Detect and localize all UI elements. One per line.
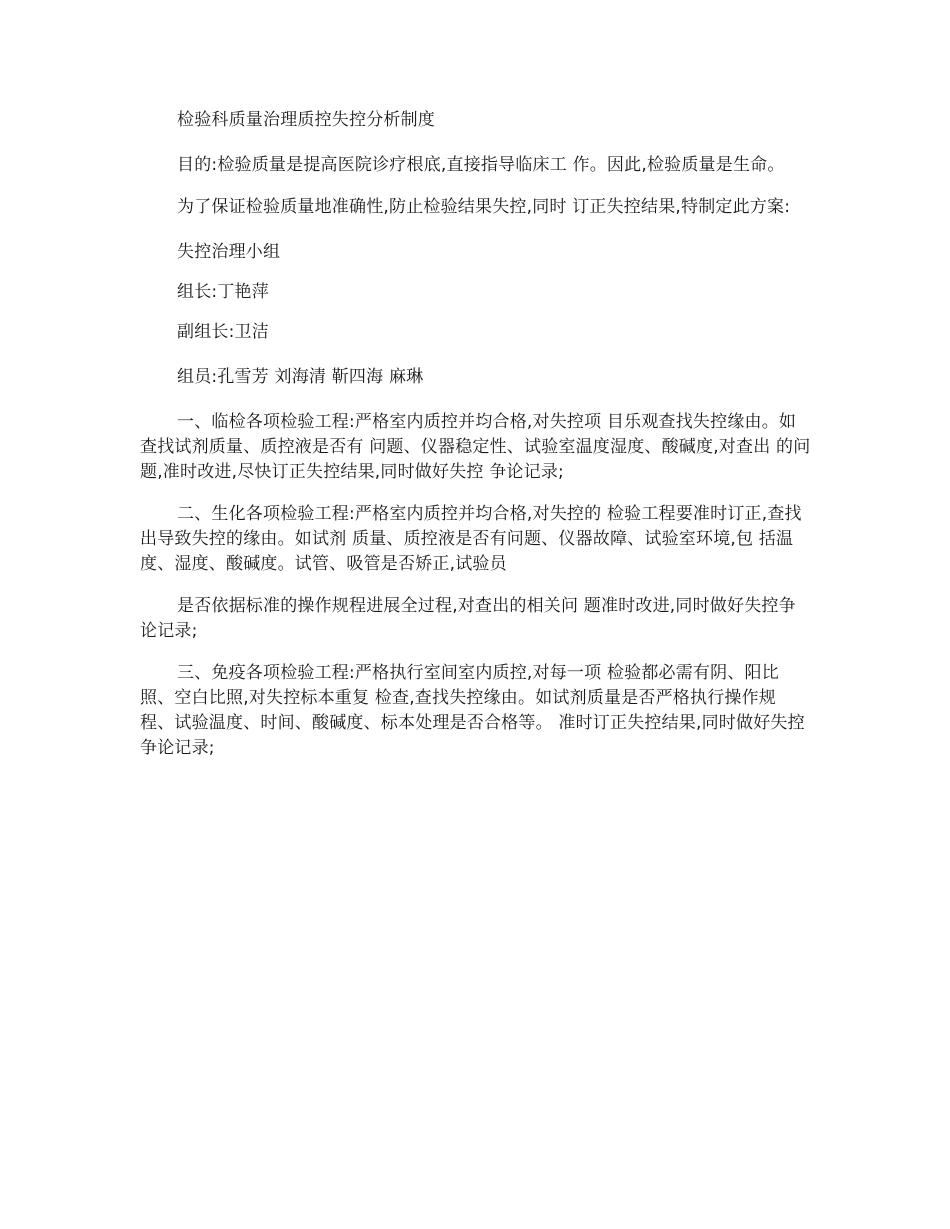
paragraph-section-1: 一、临检各项检验工程:严格室内质控并均合格,对失控项 目乐观查找失控缘由。如查找试剂质量、质控液是否有 问题、仪器稳定性、试验室温度湿度、酸碱度,对查出 的问题,准时改进,尽快订正失控结果,同时做好失控 争论记录; [140,412,811,482]
paragraph-deputy-leader: 副组长:卫洁 [177,322,269,342]
paragraph-section-2: 二、生化各项检验工程:严格室内质控并均合格,对失控的 检验工程要准时订正,查找出导致失控的缘由。如试剂 质量、质控液是否有问题、仪器故障、试验室环境,包 括温度、湿度、酸碱度。试管、吸管是否矫正,试验员 [140,504,802,574]
document-title: 检验科质量治理质控失控分析制度 [177,110,435,130]
paragraph-intent: 为了保证检验质量地准确性,防止检验结果失控,同时 订正失控结果,特制定此方案: [177,197,791,217]
paragraph-group-heading: 失控治理小组 [177,242,281,262]
paragraph-purpose: 目的:检验质量是提高医院诊疗根底,直接指导临床工 作。因此,检验质量是生命。 [177,155,785,175]
paragraph-group-members: 组员:孔雪芳 刘海清 靳四海 麻琳 [177,367,424,387]
paragraph-section-3: 三、免疫各项检验工程:严格执行室间室内质控,对每一项 检验都必需有阴、阳比照、空白比照,对失控标本重复 检查,查找失控缘由。如试剂质量是否严格执行操作规 程、试验温度、时间、酸碱度、标本处理是否合格等。 准时订正失控结果,同时做好失控争论记录; [140,663,805,758]
document-page [140,108,812,761]
paragraph-group-leader: 组长:丁艳萍 [177,282,269,302]
paragraph-section-2-continued: 是否依据标准的操作规程进展全过程,对查出的相关问 题准时改进,同时做好失控争论记录; [140,596,796,641]
